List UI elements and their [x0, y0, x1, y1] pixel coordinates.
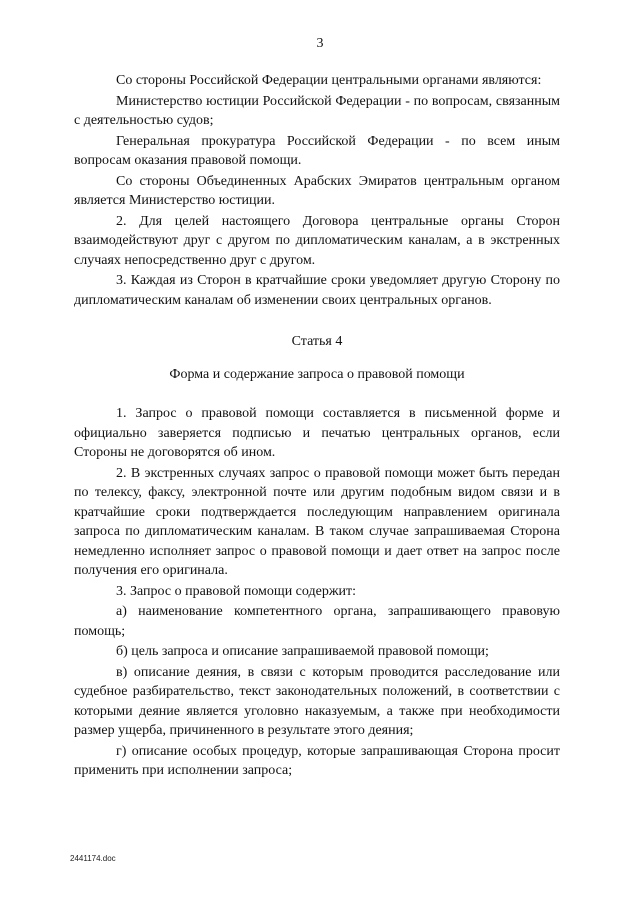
paragraph: Со стороны Российской Федерации центральными органами являются:: [116, 73, 542, 88]
paragraph: 2. В экстренных случаях запрос о правовой помощи может быть передан по телексу, факсу, электронной почте или другим подобным видом связи и в кратчайшие сроки подтверждается последующим направлением оригинала запроса по дипломатическим каналам. В таком случае запрашиваемая Сторона немедленно исполняет запрос о правовой помощи и дает ответ на запрос после получения его оригинала.: [74, 465, 560, 578]
article-heading: Форма и содержание запроса о правовой помощи: [169, 366, 465, 382]
list-item: а) наименование компетентного органа, запрашивающего правовую помощь;: [74, 604, 560, 639]
list-item: в) описание деяния, в связи с которым проводится расследование или судебное разбирательство, текст законодательных положений, в соответствии с которыми деяние является уголовно наказуемым, а также при необходимости размер ущерба, причиненного в результате этого деяния;: [74, 664, 560, 738]
paragraph: 1. Запрос о правовой помощи составляется в письменной форме и официально заверяется подписью и печатью центральных органов, если Стороны не договорятся об ином.: [74, 406, 560, 460]
paragraph: 2. Для целей настоящего Договора центральные органы Сторон взаимодействуют друг с другом по дипломатическим каналам, а в экстренных случаях непосредственно друг с другом.: [74, 213, 560, 268]
list-item: б) цель запроса и описание запрашиваемой правовой помощи;: [116, 644, 489, 659]
page-number: 3: [316, 36, 324, 51]
document-body: [74, 71, 560, 782]
paragraph: 3. Каждая из Сторон в кратчайшие сроки уведомляет другую Сторону по дипломатическим каналам об изменении своих центральных органов.: [74, 273, 560, 308]
file-name-footer: 2441174.doc: [70, 854, 116, 863]
list-item: г) описание особых процедур, которые запрашивающая Сторона просит применить при исполнении запроса;: [74, 743, 560, 778]
paragraph: Министерство юстиции Российской Федерации - по вопросам, связанным с деятельностью судов;: [74, 93, 560, 128]
paragraph: 3. Запрос о правовой помощи содержит:: [116, 583, 357, 599]
paragraph: Генеральная прокуратура Российской Федерации - по всем иным вопросам оказания правовой помощи.: [74, 133, 560, 168]
article-title: Статья 4: [291, 334, 343, 349]
paragraph: Со стороны Объединенных Арабских Эмиратов центральным органом является Министерство юстиции.: [74, 173, 560, 208]
